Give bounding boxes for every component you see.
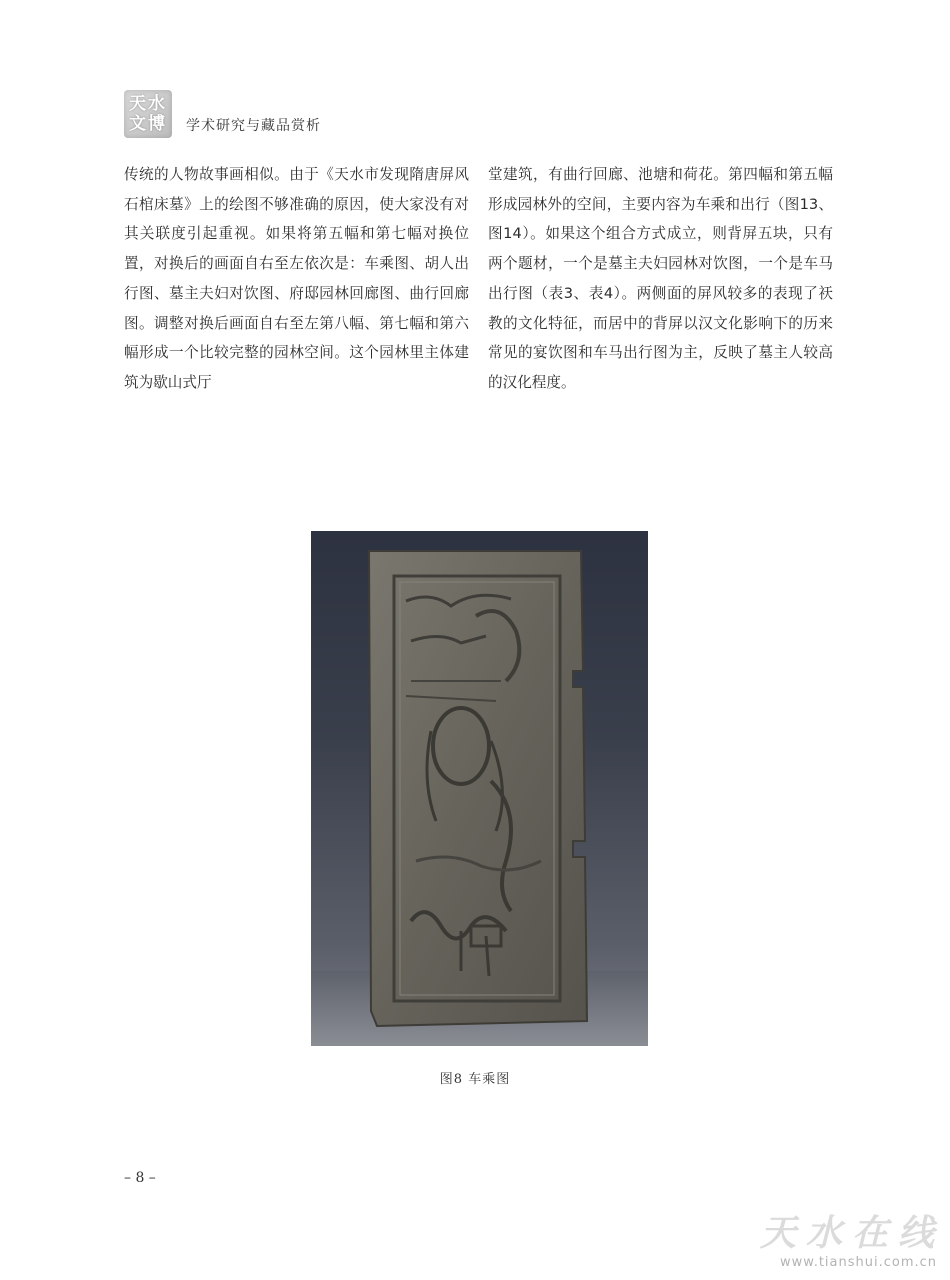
body-paragraph-left: 传统的人物故事画相似。由于《天水市发现隋唐屏风石棺床墓》上的绘图不够准确的原因，使大家没有对其关联度引起重视。如果将第五幅和第七幅对换位置，对换后的画面自右至左依次是：车乘图、胡人出行图、墓主夫妇对饮图、府邸园林回廊图、曲行回廊图。调整对换后画面自右至左第八幅、第七幅和第六幅形成一个比较完整的园林空间。这个园林里主体建筑为歇山式厅 bbox=[124, 166, 469, 391]
stone-relief-illustration bbox=[311, 531, 648, 1046]
body-column-right bbox=[488, 160, 833, 398]
header-title: 学术研究与藏品赏析 bbox=[186, 118, 321, 134]
page-number: – 8 – bbox=[124, 1170, 156, 1186]
watermark-url: www.tianshui.com.cn bbox=[780, 1255, 938, 1270]
watermark-logo-text: 天水在线 bbox=[760, 1212, 945, 1254]
logo-line-2: 文博 bbox=[129, 114, 167, 134]
body-column-left bbox=[124, 160, 469, 398]
watermark bbox=[760, 1205, 945, 1277]
header-logo bbox=[124, 90, 172, 138]
figure-stone-relief-photo bbox=[311, 531, 648, 1046]
figure-caption: 图8 车乘图 bbox=[439, 1072, 511, 1087]
logo-line-1: 天水 bbox=[129, 94, 167, 114]
body-paragraph-right: 堂建筑，有曲行回廊、池塘和荷花。第四幅和第五幅形成园林外的空间，主要内容为车乘和出行（图13、图14）。如果这个组合方式成立，则背屏五块，只有两个题材，一个是墓主夫妇园林对饮图，一个是车马出行图（表3、表4）。两侧面的屏风较多的表现了祆教的文化特征，而居中的背屏以汉文化影响下的历来常见的宴饮图和车马出行图为主，反映了墓主人较高的汉化程度。 bbox=[488, 166, 833, 391]
